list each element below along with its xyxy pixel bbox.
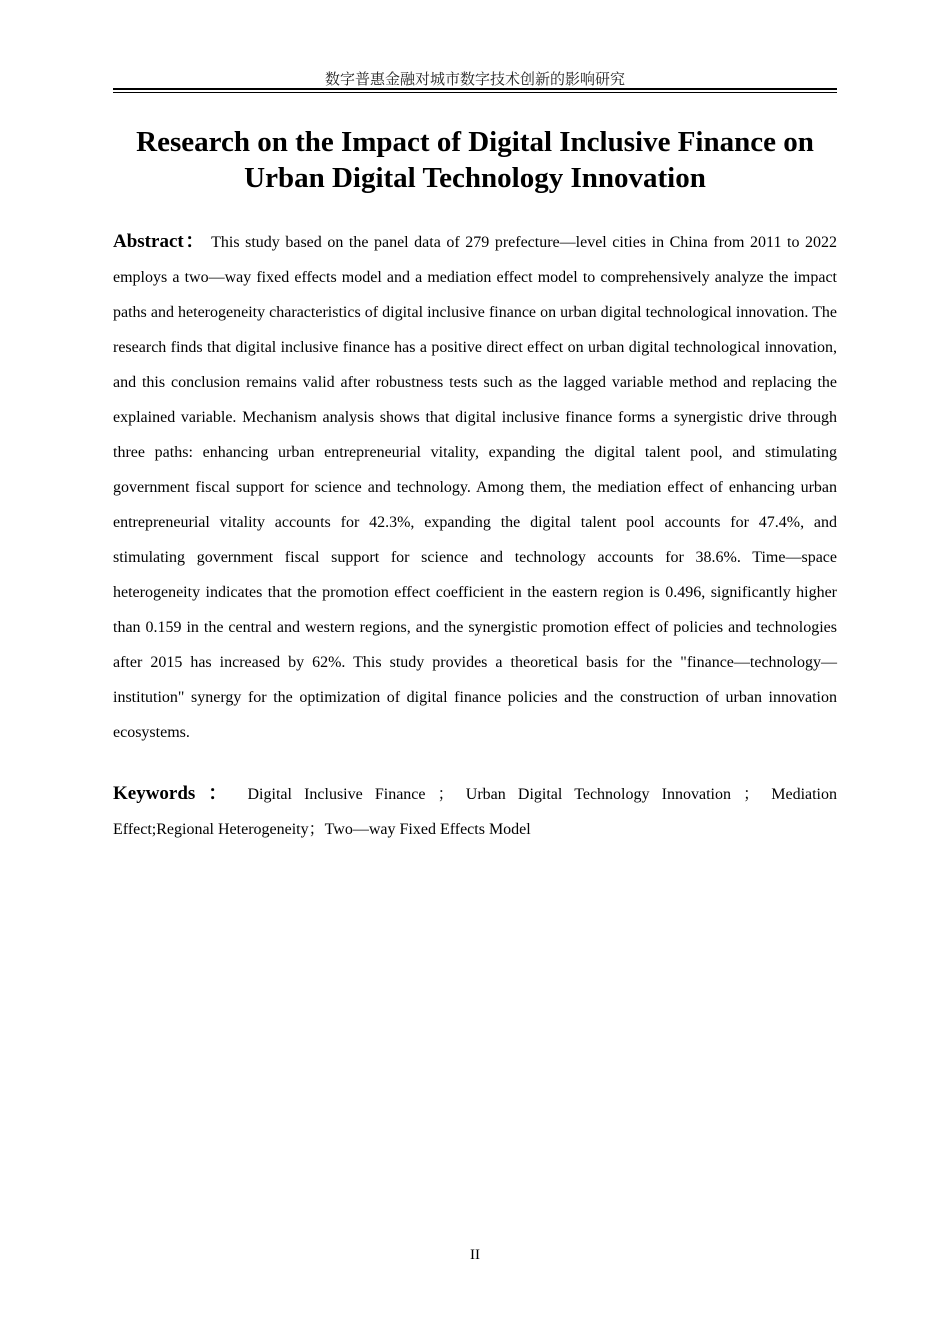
- header-rule-thin: [113, 92, 837, 93]
- abstract-text: This study based on the panel data of 279 prefecture—level cities in China from 2011 to 2022 employs a two—way fixed effects model and a mediation effect model to comprehensively analyze the impact paths and heterogeneity characteristics of digital inclusive finance on urban digital technological innovation. The research finds that digital inclusive finance has a positive direct effect on urban digital technological innovation, and this conclusion remains valid after robustness tests such as the lagged variable method and replacing the explained variable. Mechanism analysis shows that digital inclusive finance forms a synergistic drive through three paths: enhancing urban entrepreneurial vitality, expanding the digital talent pool, and stimulating government fiscal support for science and technology. Among them, the mediation effect of enhancing urban entrepreneurial vitality accounts for 42.3%, expanding the digital talent pool accounts for 47.4%, and stimulating government fiscal support for science and technology accounts for 38.6%. Time—space heterogeneity indicates that the promotion effect coefficient in the eastern region is 0.496, significantly higher than 0.159 in the central and western regions, and the synergistic promotion effect of policies and technologies after 2015 has increased by 62%. This study provides a theoretical basis for the "finance—technology—institution" synergy for the optimization of digital finance policies and the construction of urban innovation ecosystems.: [113, 234, 838, 741]
- header-rule-thick: [113, 88, 837, 90]
- abstract-label: Abstract：: [113, 231, 206, 252]
- title-line-1: Research on the Impact of Digital Inclusive Finance on: [136, 126, 814, 158]
- running-header: 数字普惠金融对城市数字技术创新的影响研究: [324, 70, 625, 88]
- page-number: II: [470, 1247, 480, 1263]
- abstract-paragraph: [113, 224, 837, 750]
- keywords-label: Keywords ：: [113, 783, 236, 804]
- keywords-paragraph: [113, 776, 837, 847]
- page-title: [113, 124, 837, 196]
- title-line-2: Urban Digital Technology Innovation: [244, 162, 706, 194]
- keywords-text: Digital Inclusive Finance ； Urban Digital Technology Innovation ； Mediation Effect;Regional Heterogeneity；Two—way Fixed Effects Model: [113, 786, 838, 838]
